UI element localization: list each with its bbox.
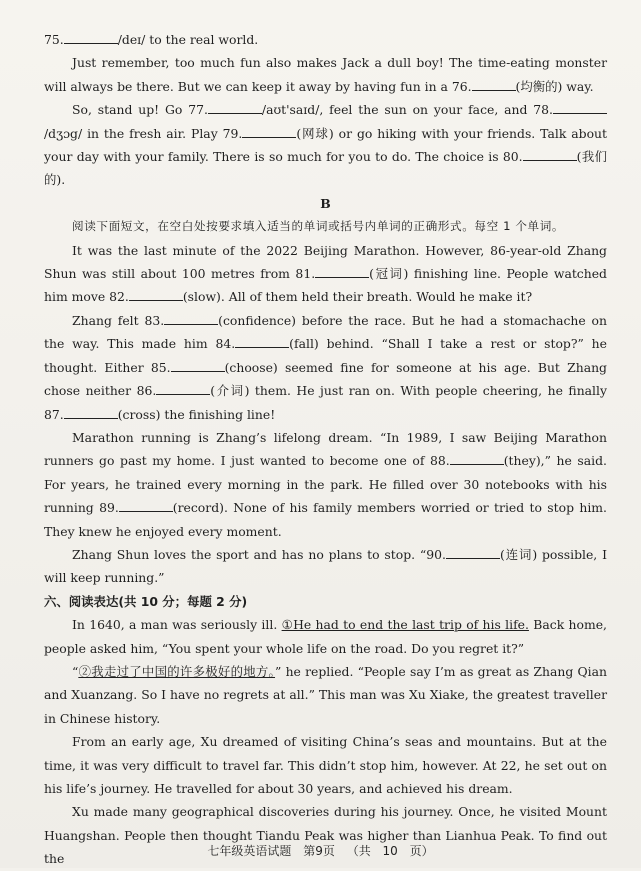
answer-blank-86[interactable] <box>156 382 210 395</box>
answer-blank-84[interactable] <box>235 335 289 348</box>
answer-blank-81[interactable] <box>315 265 369 278</box>
section-6-heading: 六、阅读表达(共 10 分；每题 2 分) <box>44 593 248 609</box>
answer-blank-76[interactable] <box>472 78 516 91</box>
part-b-label: B <box>320 195 331 211</box>
paragraph: In 1640, a man was seriously ill. ①He had to end the last trip of his life. Back home, people asked him, “You spent your whole life on the road. Do you regret it?” <box>44 617 607 656</box>
paragraph: From an early age, Xu dreamed of visiting China’s seas and mountains. But at the time, it was very difficult to travel far. This didn’t stop him, however. At 22, he set out on his life’s journey. He travelled for about 30 years, and achieved his dream. <box>44 734 607 796</box>
paragraph: Xu made many geographical discoveries during his journey. Once, he visited Mount Huangshan. People then thought Tiandu Peak was higher than Lianhua Peak. To find out the <box>44 804 607 867</box>
answer-blank-78[interactable] <box>553 101 607 114</box>
answer-blank-89[interactable] <box>119 499 173 512</box>
answer-blank-75[interactable] <box>64 31 118 44</box>
answer-blank-79[interactable] <box>242 125 296 138</box>
part-b-instruction: 阅读下面短文，在空白处按要求填入适当的单词或括号内单词的正确形式。每空 1 个单词。 <box>72 219 565 234</box>
answer-blank-88[interactable] <box>450 452 504 465</box>
answer-blank-90[interactable] <box>446 546 500 559</box>
paragraph: It was the last minute of the 2022 Beijing Marathon. However, 86-year-old Zhang Shun was still about 100 metres from 81. (冠词) finishing line. People watched him move 82. (slow). All of them held their breath. Would he make it? <box>44 242 607 305</box>
answer-blank-82[interactable] <box>129 288 183 301</box>
paragraph: So, stand up! Go 77. /aʊt'saɪd/, feel the sun on your face, and 78./dʒɔg/ in the fresh air. Play 79. (网球) or go hiking with your friends. Talk about your day with your family. There is so much for you to do. The choice is 80. (我们的). <box>44 102 607 188</box>
answer-blank-87[interactable] <box>64 406 118 419</box>
answer-blank-77[interactable] <box>208 101 262 114</box>
answer-blank-80[interactable] <box>523 148 577 161</box>
paragraph: “②我走过了中国的许多极好的地方。” he replied. “People say I’m as great as Zhang Qian and Xuanzang. So I have no regrets at all.” This man was Xu Xiake, the greatest traveller in Chinese history. <box>44 663 607 726</box>
answer-blank-83[interactable] <box>164 312 218 325</box>
paragraph: Zhang Shun loves the sport and has no plans to stop. “90. (连词) possible, I will keep running.” <box>44 546 607 586</box>
question-number: 75. <box>44 32 64 47</box>
paragraph: Just remember, too much fun also makes Jack a dull boy! The time-eating monster will always be there. But we can keep it away by having fun in a 76. (均衡的) way. <box>44 55 607 94</box>
underlined-sentence-2: ②我走过了中国的许多极好的地方。 <box>78 663 276 679</box>
phonetic-hint: /deɪ/ to the real world. <box>117 32 259 47</box>
page-footer: 七年级英语试题 第9页 （共 10 页） <box>207 844 434 858</box>
question-75-line <box>44 28 607 51</box>
paragraph: Marathon running is Zhang’s lifelong dream. “In 1989, I saw Beijing Marathon runners go past my home. I just wanted to become one of 88. (they),” he said. For years, he trained every morning in the park. He filled over 30 notebooks with his running 89. (record). None of his family members worried or tried to stop him. They knew he enjoyed every moment. <box>44 429 607 539</box>
underlined-sentence-1: ①He had to end the last trip of his life. <box>281 617 529 633</box>
answer-blank-85[interactable] <box>171 359 225 372</box>
paragraph: Zhang felt 83. (confidence) before the race. But he had a stomachache on the way. This made him 84. (fall) behind. “Shall I take a rest or stop?” he thought. Either 85. (choose) seemed fine for someone at his age. But Zhang chose neither 86. (介词) them. He just ran on. With people cheering, he finally 87. (cross) the finishing line! <box>44 312 607 422</box>
